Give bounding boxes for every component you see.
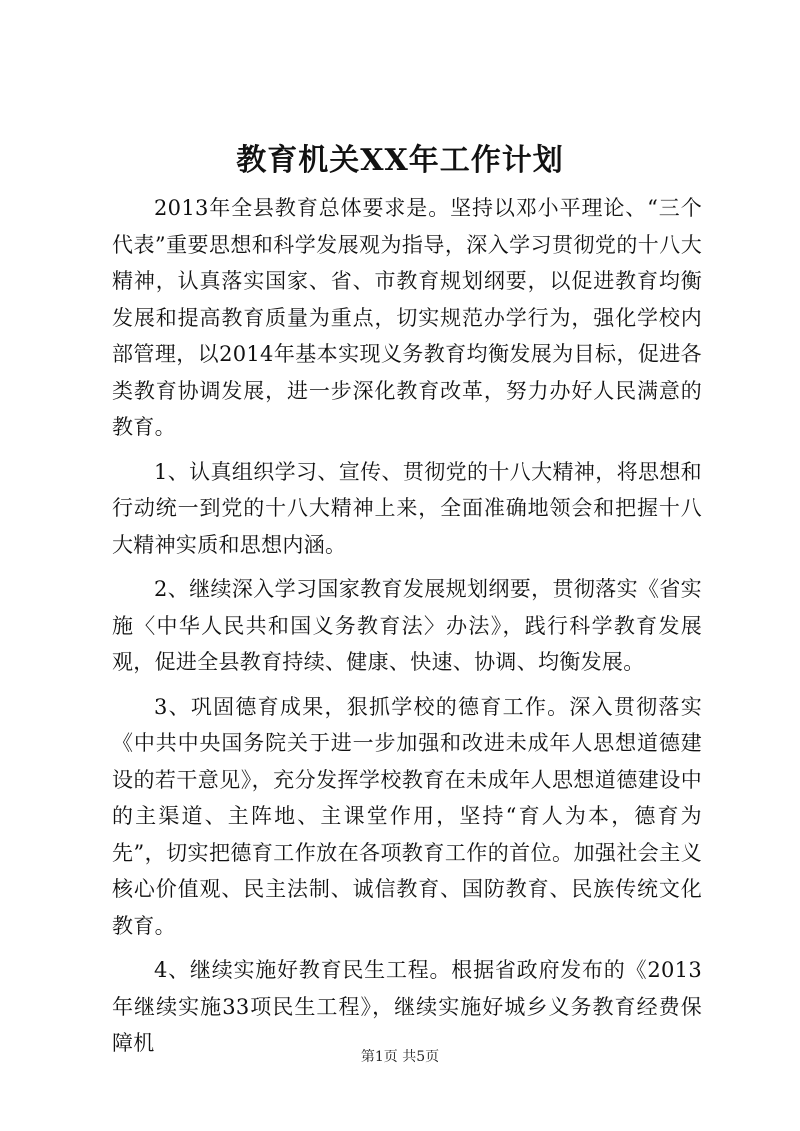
paragraph-item-1: 1、认真组织学习、宣传、贯彻党的十八大精神，将思想和行动统一到党的十八大精神上来，全面准确地领会和把握十八大精神实质和思想内涵。 xyxy=(112,459,702,557)
document-title: 教育机关XX年工作计划 xyxy=(236,143,564,178)
paragraph-item-4: 4、继续实施好教育民生工程。根据省政府发布的《2013年继续实施33项民生工程》，继续实施好城乡义务教育经费保障机 xyxy=(112,958,702,1055)
paragraph-intro: 2013年全县教育总体要求是。坚持以邓小平理论、“三个代表”重要思想和科学发展观为指导，深入学习贯彻党的十八大精神，认真落实国家、省、市教育规划纲要，以促进教育均衡发展和提高教育质量为重点，切实规范办学行为，强化学校内部管理，以2014年基本实现义务教育均衡发展为目标，促进各类教育协调发展，进一步深化教育改革，努力办好人民满意的教育。 xyxy=(112,196,702,439)
page-number-footer: 第1页 共5页 xyxy=(360,1049,440,1065)
document-body xyxy=(112,190,702,1070)
paragraph-item-2: 2、继续深入学习国家教育发展规划纲要，贯彻落实《省实施〈中华人民共和国义务教育法〉办法》，践行科学教育发展观，促进全县教育持续、健康、快速、协调、均衡发展。 xyxy=(112,577,702,674)
paragraph-item-3: 3、巩固德育成果，狠抓学校的德育工作。深入贯彻落实《中共中央国务院关于进一步加强和改进未成年人思想道德建设的若干意见》，充分发挥学校教育在未成年人思想道德建设中的主渠道、主阵地、主课堂作用，坚持“育人为本，德育为先”，切实把德育工作放在各项教育工作的首位。加强社会主义核心价值观、民主法制、诚信教育、国防教育、民族传统文化教育。 xyxy=(112,694,702,938)
